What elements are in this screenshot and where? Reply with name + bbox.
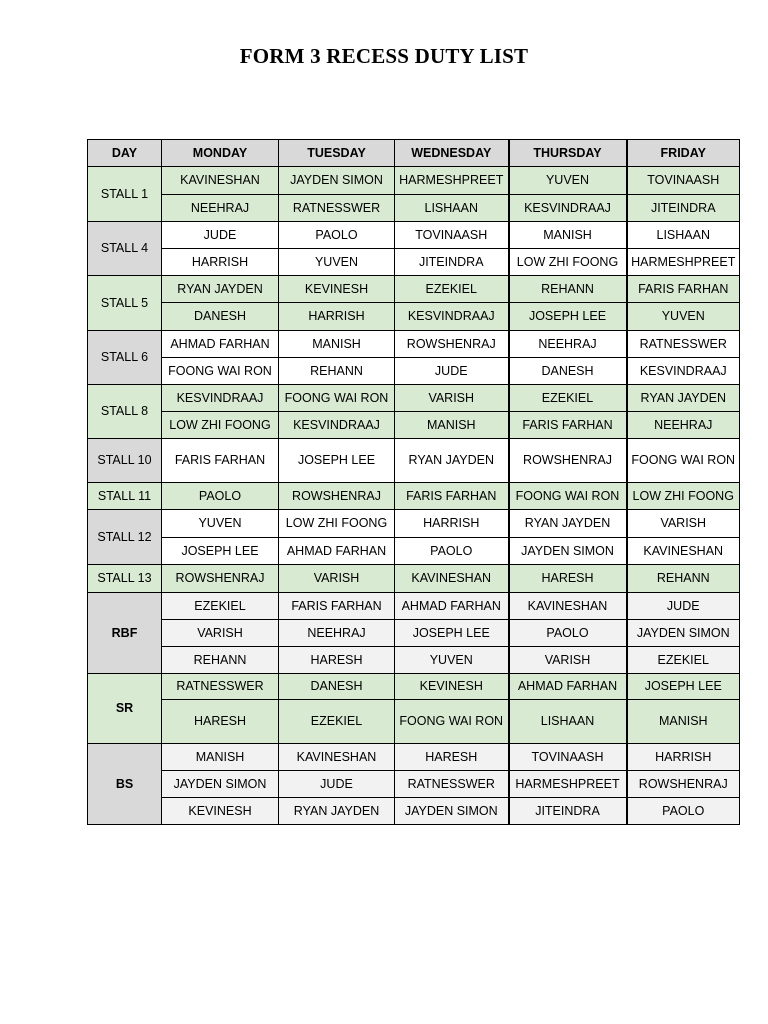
duty-cell-tuesday: RYAN JAYDEN xyxy=(279,798,395,825)
duty-cell-monday: HARESH xyxy=(162,700,279,744)
duty-cell-tuesday: HARRISH xyxy=(279,303,395,331)
duty-cell-monday: RYAN JAYDEN xyxy=(162,276,279,303)
duty-cell-thursday: FOONG WAI RON xyxy=(509,483,627,510)
duty-cell-monday: LOW ZHI FOONG xyxy=(162,412,279,439)
duty-location-label: STALL 12 xyxy=(88,510,162,565)
duty-cell-thursday: JITEINDRA xyxy=(509,798,627,825)
duty-cell-thursday: FARIS FARHAN xyxy=(509,412,627,439)
duty-location-label: STALL 8 xyxy=(88,385,162,439)
duty-location-label: RBF xyxy=(88,593,162,674)
duty-cell-tuesday: JOSEPH LEE xyxy=(279,439,395,483)
duty-row xyxy=(88,771,740,798)
duty-cell-thursday: REHANN xyxy=(509,276,627,303)
duty-location-label: STALL 4 xyxy=(88,222,162,276)
duty-cell-thursday: KAVINESHAN xyxy=(509,593,627,620)
duty-location-label: SR xyxy=(88,674,162,744)
duty-cell-monday: PAOLO xyxy=(162,483,279,510)
duty-row xyxy=(88,510,740,538)
duty-row xyxy=(88,249,740,276)
header-tuesday: TUESDAY xyxy=(279,140,395,167)
duty-cell-tuesday: HARESH xyxy=(279,647,395,674)
duty-cell-friday: HARMESHPREET xyxy=(627,249,740,276)
duty-row xyxy=(88,167,740,195)
duty-cell-monday: JOSEPH LEE xyxy=(162,538,279,565)
duty-cell-monday: ROWSHENRAJ xyxy=(162,565,279,593)
duty-location-label: STALL 6 xyxy=(88,331,162,385)
header-row xyxy=(88,140,740,167)
duty-cell-thursday: RYAN JAYDEN xyxy=(509,510,627,538)
duty-cell-wednesday: KESVINDRAAJ xyxy=(395,303,509,331)
duty-cell-monday: JAYDEN SIMON xyxy=(162,771,279,798)
duty-cell-thursday: DANESH xyxy=(509,358,627,385)
duty-cell-friday: KAVINESHAN xyxy=(627,538,740,565)
duty-cell-thursday: KESVINDRAAJ xyxy=(509,195,627,222)
duty-cell-friday: LOW ZHI FOONG xyxy=(627,483,740,510)
duty-cell-thursday: YUVEN xyxy=(509,167,627,195)
duty-cell-tuesday: JUDE xyxy=(279,771,395,798)
duty-cell-tuesday: FARIS FARHAN xyxy=(279,593,395,620)
duty-row xyxy=(88,620,740,647)
duty-cell-wednesday: JUDE xyxy=(395,358,509,385)
duty-cell-friday: FOONG WAI RON xyxy=(627,439,740,483)
duty-cell-thursday: AHMAD FARHAN xyxy=(509,674,627,700)
duty-cell-tuesday: KESVINDRAAJ xyxy=(279,412,395,439)
duty-cell-tuesday: REHANN xyxy=(279,358,395,385)
duty-cell-wednesday: KEVINESH xyxy=(395,674,509,700)
duty-cell-tuesday: DANESH xyxy=(279,674,395,700)
duty-row xyxy=(88,195,740,222)
duty-cell-tuesday: FOONG WAI RON xyxy=(279,385,395,412)
duty-cell-friday: HARRISH xyxy=(627,744,740,771)
duty-cell-tuesday: JAYDEN SIMON xyxy=(279,167,395,195)
page-title: FORM 3 RECESS DUTY LIST xyxy=(239,44,529,68)
duty-row xyxy=(88,798,740,825)
header-day: DAY xyxy=(88,140,162,167)
duty-cell-thursday: LISHAAN xyxy=(509,700,627,744)
duty-cell-monday: AHMAD FARHAN xyxy=(162,331,279,358)
duty-cell-wednesday: EZEKIEL xyxy=(395,276,509,303)
duty-cell-thursday: PAOLO xyxy=(509,620,627,647)
duty-row xyxy=(88,674,740,700)
duty-cell-monday: EZEKIEL xyxy=(162,593,279,620)
duty-cell-tuesday: KEVINESH xyxy=(279,276,395,303)
duty-cell-friday: RATNESSWER xyxy=(627,331,740,358)
duty-cell-tuesday: YUVEN xyxy=(279,249,395,276)
duty-cell-friday: FARIS FARHAN xyxy=(627,276,740,303)
duty-row xyxy=(88,565,740,593)
duty-cell-friday: NEEHRAJ xyxy=(627,412,740,439)
duty-row xyxy=(88,483,740,510)
duty-cell-friday: LISHAAN xyxy=(627,222,740,249)
duty-cell-friday: VARISH xyxy=(627,510,740,538)
duty-cell-monday: KEVINESH xyxy=(162,798,279,825)
duty-cell-wednesday: ROWSHENRAJ xyxy=(395,331,509,358)
duty-cell-tuesday: EZEKIEL xyxy=(279,700,395,744)
duty-location-label: STALL 13 xyxy=(88,565,162,593)
duty-location-label: BS xyxy=(88,744,162,825)
duty-cell-tuesday: ROWSHENRAJ xyxy=(279,483,395,510)
duty-row xyxy=(88,744,740,771)
duty-cell-monday: FOONG WAI RON xyxy=(162,358,279,385)
duty-cell-monday: VARISH xyxy=(162,620,279,647)
duty-cell-monday: FARIS FARHAN xyxy=(162,439,279,483)
duty-cell-wednesday: TOVINAASH xyxy=(395,222,509,249)
duty-cell-tuesday: RATNESSWER xyxy=(279,195,395,222)
duty-cell-thursday: JAYDEN SIMON xyxy=(509,538,627,565)
duty-row xyxy=(88,412,740,439)
duty-cell-monday: REHANN xyxy=(162,647,279,674)
duty-cell-tuesday: KAVINESHAN xyxy=(279,744,395,771)
duty-cell-wednesday: RATNESSWER xyxy=(395,771,509,798)
duty-cell-thursday: LOW ZHI FOONG xyxy=(509,249,627,276)
duty-cell-tuesday: LOW ZHI FOONG xyxy=(279,510,395,538)
duty-cell-wednesday: LISHAAN xyxy=(395,195,509,222)
duty-row xyxy=(88,276,740,303)
duty-cell-thursday: HARMESHPREET xyxy=(509,771,627,798)
duty-cell-friday: JUDE xyxy=(627,593,740,620)
duty-row xyxy=(88,439,740,483)
duty-cell-thursday: VARISH xyxy=(509,647,627,674)
duty-cell-monday: RATNESSWER xyxy=(162,674,279,700)
duty-cell-monday: DANESH xyxy=(162,303,279,331)
header-friday: FRIDAY xyxy=(627,140,740,167)
header-monday: MONDAY xyxy=(162,140,279,167)
duty-cell-friday: MANISH xyxy=(627,700,740,744)
duty-cell-wednesday: MANISH xyxy=(395,412,509,439)
duty-cell-wednesday: JITEINDRA xyxy=(395,249,509,276)
duty-cell-friday: PAOLO xyxy=(627,798,740,825)
duty-cell-wednesday: FARIS FARHAN xyxy=(395,483,509,510)
duty-cell-friday: JAYDEN SIMON xyxy=(627,620,740,647)
duty-cell-wednesday: HARRISH xyxy=(395,510,509,538)
header-thursday: THURSDAY xyxy=(509,140,627,167)
duty-cell-wednesday: KAVINESHAN xyxy=(395,565,509,593)
duty-cell-tuesday: MANISH xyxy=(279,331,395,358)
duty-cell-tuesday: PAOLO xyxy=(279,222,395,249)
duty-cell-thursday: EZEKIEL xyxy=(509,385,627,412)
duty-location-label: STALL 11 xyxy=(88,483,162,510)
duty-cell-monday: JUDE xyxy=(162,222,279,249)
duty-cell-friday: TOVINAASH xyxy=(627,167,740,195)
duty-cell-wednesday: JAYDEN SIMON xyxy=(395,798,509,825)
duty-row xyxy=(88,331,740,358)
duty-cell-friday: YUVEN xyxy=(627,303,740,331)
duty-cell-wednesday: HARMESHPREET xyxy=(395,167,509,195)
duty-cell-monday: HARRISH xyxy=(162,249,279,276)
duty-cell-thursday: HARESH xyxy=(509,565,627,593)
duty-location-label: STALL 1 xyxy=(88,167,162,222)
duty-row xyxy=(88,538,740,565)
duty-cell-thursday: MANISH xyxy=(509,222,627,249)
duty-cell-tuesday: VARISH xyxy=(279,565,395,593)
duty-cell-friday: RYAN JAYDEN xyxy=(627,385,740,412)
duty-row xyxy=(88,593,740,620)
duty-cell-wednesday: HARESH xyxy=(395,744,509,771)
duty-cell-tuesday: NEEHRAJ xyxy=(279,620,395,647)
duty-row xyxy=(88,700,740,744)
duty-cell-wednesday: JOSEPH LEE xyxy=(395,620,509,647)
duty-cell-friday: KESVINDRAAJ xyxy=(627,358,740,385)
duty-cell-monday: KESVINDRAAJ xyxy=(162,385,279,412)
duty-table xyxy=(87,139,740,825)
duty-row xyxy=(88,358,740,385)
duty-cell-thursday: JOSEPH LEE xyxy=(509,303,627,331)
duty-cell-monday: KAVINESHAN xyxy=(162,167,279,195)
duty-cell-thursday: TOVINAASH xyxy=(509,744,627,771)
duty-cell-monday: YUVEN xyxy=(162,510,279,538)
duty-cell-tuesday: AHMAD FARHAN xyxy=(279,538,395,565)
duty-row xyxy=(88,385,740,412)
duty-cell-wednesday: PAOLO xyxy=(395,538,509,565)
duty-row xyxy=(88,303,740,331)
duty-cell-monday: MANISH xyxy=(162,744,279,771)
duty-cell-friday: ROWSHENRAJ xyxy=(627,771,740,798)
duty-cell-wednesday: VARISH xyxy=(395,385,509,412)
header-wednesday: WEDNESDAY xyxy=(395,140,509,167)
duty-cell-thursday: NEEHRAJ xyxy=(509,331,627,358)
duty-cell-friday: REHANN xyxy=(627,565,740,593)
duty-location-label: STALL 10 xyxy=(88,439,162,483)
duty-row xyxy=(88,222,740,249)
duty-cell-wednesday: YUVEN xyxy=(395,647,509,674)
duty-cell-wednesday: FOONG WAI RON xyxy=(395,700,509,744)
duty-cell-wednesday: AHMAD FARHAN xyxy=(395,593,509,620)
duty-cell-wednesday: RYAN JAYDEN xyxy=(395,439,509,483)
duty-cell-friday: EZEKIEL xyxy=(627,647,740,674)
duty-location-label: STALL 5 xyxy=(88,276,162,331)
duty-cell-thursday: ROWSHENRAJ xyxy=(509,439,627,483)
duty-cell-friday: JOSEPH LEE xyxy=(627,674,740,700)
duty-cell-monday: NEEHRAJ xyxy=(162,195,279,222)
duty-table-body xyxy=(88,167,740,825)
duty-cell-friday: JITEINDRA xyxy=(627,195,740,222)
duty-row xyxy=(88,647,740,674)
